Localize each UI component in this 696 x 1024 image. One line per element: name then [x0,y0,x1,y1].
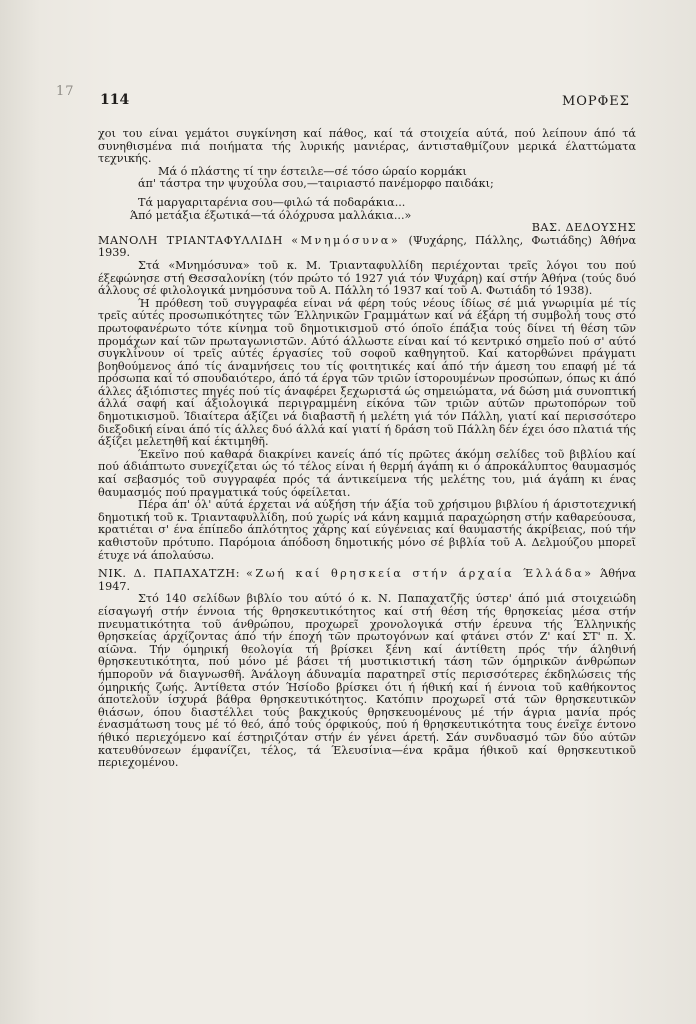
review1-intro: χοι του είναι γεμάτοι συγκίνηση καί πάθος, καί τά στοιχεία αύτά, πού λείπουν άπό τά συνηθισμένα πιά ποιήματα τής λυρικής μανιέρας, άντισταθμίζουν μερικά έλαττώματα τεχνικής. [98,127,636,166]
poem1-line2: άπ' τάστρα την ψυχούλα σου,—ταιριαστό πανέμορφο παιδάκι; [138,177,494,191]
review3-pub: Άθήνα 1947. [98,567,636,593]
review2-author: ΜΑΝΟΛΗ ΤΡΙΑΝΤΑΦΥΛΛΙΔΗ [98,233,283,247]
scan-mark: 17 [56,84,75,99]
poem2-line2: Άπό μετάξια έξωτικά—τά όλόχρυσα μαλλάκια...» [130,208,412,222]
review2-heading [98,235,636,260]
review3-title: «Ζωή καί θρησκεία στήν άρχαία Έλλάδα» [246,567,594,581]
review2-pub: (Ψυχάρης, Πάλλης, Φωτιάδης) Άθήνα 1939. [98,233,637,260]
review3-author: ΝΙΚ. Δ. ΠΑΠΑΧΑΤΖΗ [98,567,236,581]
review2-paragraph-3: Έκεῖνο πού καθαρά διακρίνει κανείς άπό τίς πρῶτες άκόμη σελίδες τοῦ βιβλίου καί πού άδιάπτωτο συνεχίζεται ώς τό τέλος είναι ή θερμή άγάπη κι ό άπροκάλυπτος θαυμασμός καί σεβασμός τοῦ συγγραφέα πρός τά άντικείμενα τής μελέτης του, μιά άγάπη κι ένας θαυμασμός πού πραγματικά τούς όφείλεται. [98,447,636,499]
review3-heading: ΝΙΚ. Δ. ΠΑΠΑΧΑΤΖΗ: «Ζωή καί θρησκεία στήν άρχαία Έλλάδα» Άθήνα 1947. [98,567,636,593]
page-body [98,128,636,770]
review2-paragraph-1: Στά «Μνημόσυνα» τοῦ κ. Μ. Τριανταφυλλίδη περιέχονται τρεῖς λόγοι του πού έξεφώνησε στή Θεσσαλονίκη (τόν πρώτο τό 1927 γιά τόν Ψυχάρη) καί στήν Άθήνα (τούς δυό άλλους σέ φιλολογικά μνημόσυνα τοῦ Α. Πάλλη τό 1937 καί τοῦ Α. Φωτιάδη τό 1938). [98,258,636,298]
review2-paragraph-2: Ή πρόθεση τοῦ συγγραφέα είναι νά φέρη τούς νέους ίδίως σέ μιά γνωριμία μέ τίς τρεῖς αύτές προσωπικότητες τῶν Έλληνικῶν Γραμμάτων καί νά έξάρη τή συμβολή τους στό πρωτοφανέρωτο τότε κίνημα τοῦ δημοτικισμοῦ στό όποῖο έπάξια τούς δίνει τή θέση τῶν προμάχων καί τῶν πρωταγωνιστῶν. Αύτό άλλωστε είναι καί τό κεντρικό σημεῖο πού σ' αύτό συγκλίνουν οί τρεῖς αύτές έργασίες τοῦ σοφοῦ καθηγητοῦ. Καί κατορθώνει πράγματι βοηθούμενος άπό τίς άναμνήσεις του τίς φοιτητικές καί άπό τήν άμεση του επαφή μέ τά πρόσωπα καί τό σπουδαιότερο, άπό τά έργα τῶν τριῶν ίστορουμένων προσώπων, όπως κι άπό άλλες άξιόπιστες πηγές πού τίς άναφέρει ξεχωριστά ώς σημειώματα, νά δώση μιά συνοπτική άλλά σαφή καί άξιολογικά περιγραμμένη είκόνα τῶν τριῶν αύτῶν πρωτοπόρων τοῦ δημοτικισμοῦ. Ίδιαίτερα άξίζει νά διαβαστῆ ή μελέτη γιά τόν Πάλλη, γιατί καί περισσότερο διεξοδική είναι άπό τίς άλλες δυό άλλά καί γιατί ή δράση τοῦ Πάλλη δέν έχει όσο πλατιά τής άξίζει μελετηθῆ καί έκτιμηθῆ. [98,296,637,449]
review2-paragraph-4: Πέρα άπ' όλ' αύτά έρχεται νά αύξήση τήν άξία τοῦ χρήσιμου βιβλίου ή άριστοτεχνική δημοτική τοῦ κ. Τριανταφυλλίδη, πού χωρίς νά κάνη καμμιά παραχώρηση στήν καθαρεύουσα, κρατιέται σ' ένα έπίπεδο άπλότητος χάρης καί εύγένειας καί θαυμαστής άκρίβειας, πού τήν καθιστοῦν πρότυπο. Παρόμοια άπόδοση δημοτικής μόνο σέ βιβλία τοῦ Α. Δελμούζου μπορεῖ έτυχε νά άπολαύσω. [98,498,636,562]
poem1-line1: Μά ό πλάστης τί την έστειλε—σέ τόσο ώραίο κορμάκι [158,164,467,178]
review1-signature: ΒΑΣ. ΔΕΔΟΥΣΗΣ [531,221,636,235]
review2-title: «Μνημόσυνα» [291,233,401,247]
review3-paragraph-1: Στό 140 σελίδων βιβλίο του αύτό ό κ. Ν. Παπαχατζῆς ύστερ' άπό μιά στοιχειώδη είσαγωγή στήν έννοια τής θρησκευτικότητος καί στή θέση τής θρησκείας μέσα στήν πνευματικότητα τοῦ άνθρώπου, προχωρεῖ χρονολογικά στήν έρευνα τής Έλληνικής θρησκείας άρχίζοντας άπό τήν έποχή τῶν πρωτογόνων καί φτάνει στόν Ζ' καί ΣΤ' π. Χ. αίῶνα. Τήν όμηρική θεολογία τή βρίσκει ξένη καί άντίθετη πρός τήν άληθινή θρησκευτικότητα, πού μόνο μέ βάσει τή μυστικιστική τάση τῶν όμηρικῶν άνθρώπων ήμποροῦν νά διαγνωσθῆ. Άνάλογη άδυναμία παρατηρεῖ στίς περισσότερες έκδηλώσεις τής όμηρικής ζωής. Άντίθετα στόν Ήσίοδο βρίσκει ότι ή ήθική καί ή έννοια τοῦ καθήκοντος άποτελοῦν ίσχυρά βάθρα θρησκευτικότητος. Κατόπιν προχωρεῖ στά τῶν θρησκευτικῶν θιάσων, όπου διαστέλλει τούς βακχικούς θρησκευομένους μέ τήν άγρια μανία πρός ένασμάτωση τους μέ τό θεό, άπό τούς όρφικούς, πού ή θρησκευτικότητα τους ένεῖχε έντονο ήθικό περιεχόμενο καί έστηριζόταν στήν έν γένει άρετή. Σάν συνδυασμό τῶν δύο αύτῶν κατευθύνσεων έμφανίζει, τέλος, τά Έλευσίνια—ένα κρᾶμα ήθικοῦ καί θρησκευτικοῦ περιεχομένου. [98,592,636,770]
page-number: 114 [100,92,130,108]
poem2-line1: Τά μαργαριταρένια σου—φιλώ τά ποδαράκια... [138,195,406,209]
page-header [100,92,630,114]
running-head: ΜΟΡΦΕΣ [561,94,630,109]
